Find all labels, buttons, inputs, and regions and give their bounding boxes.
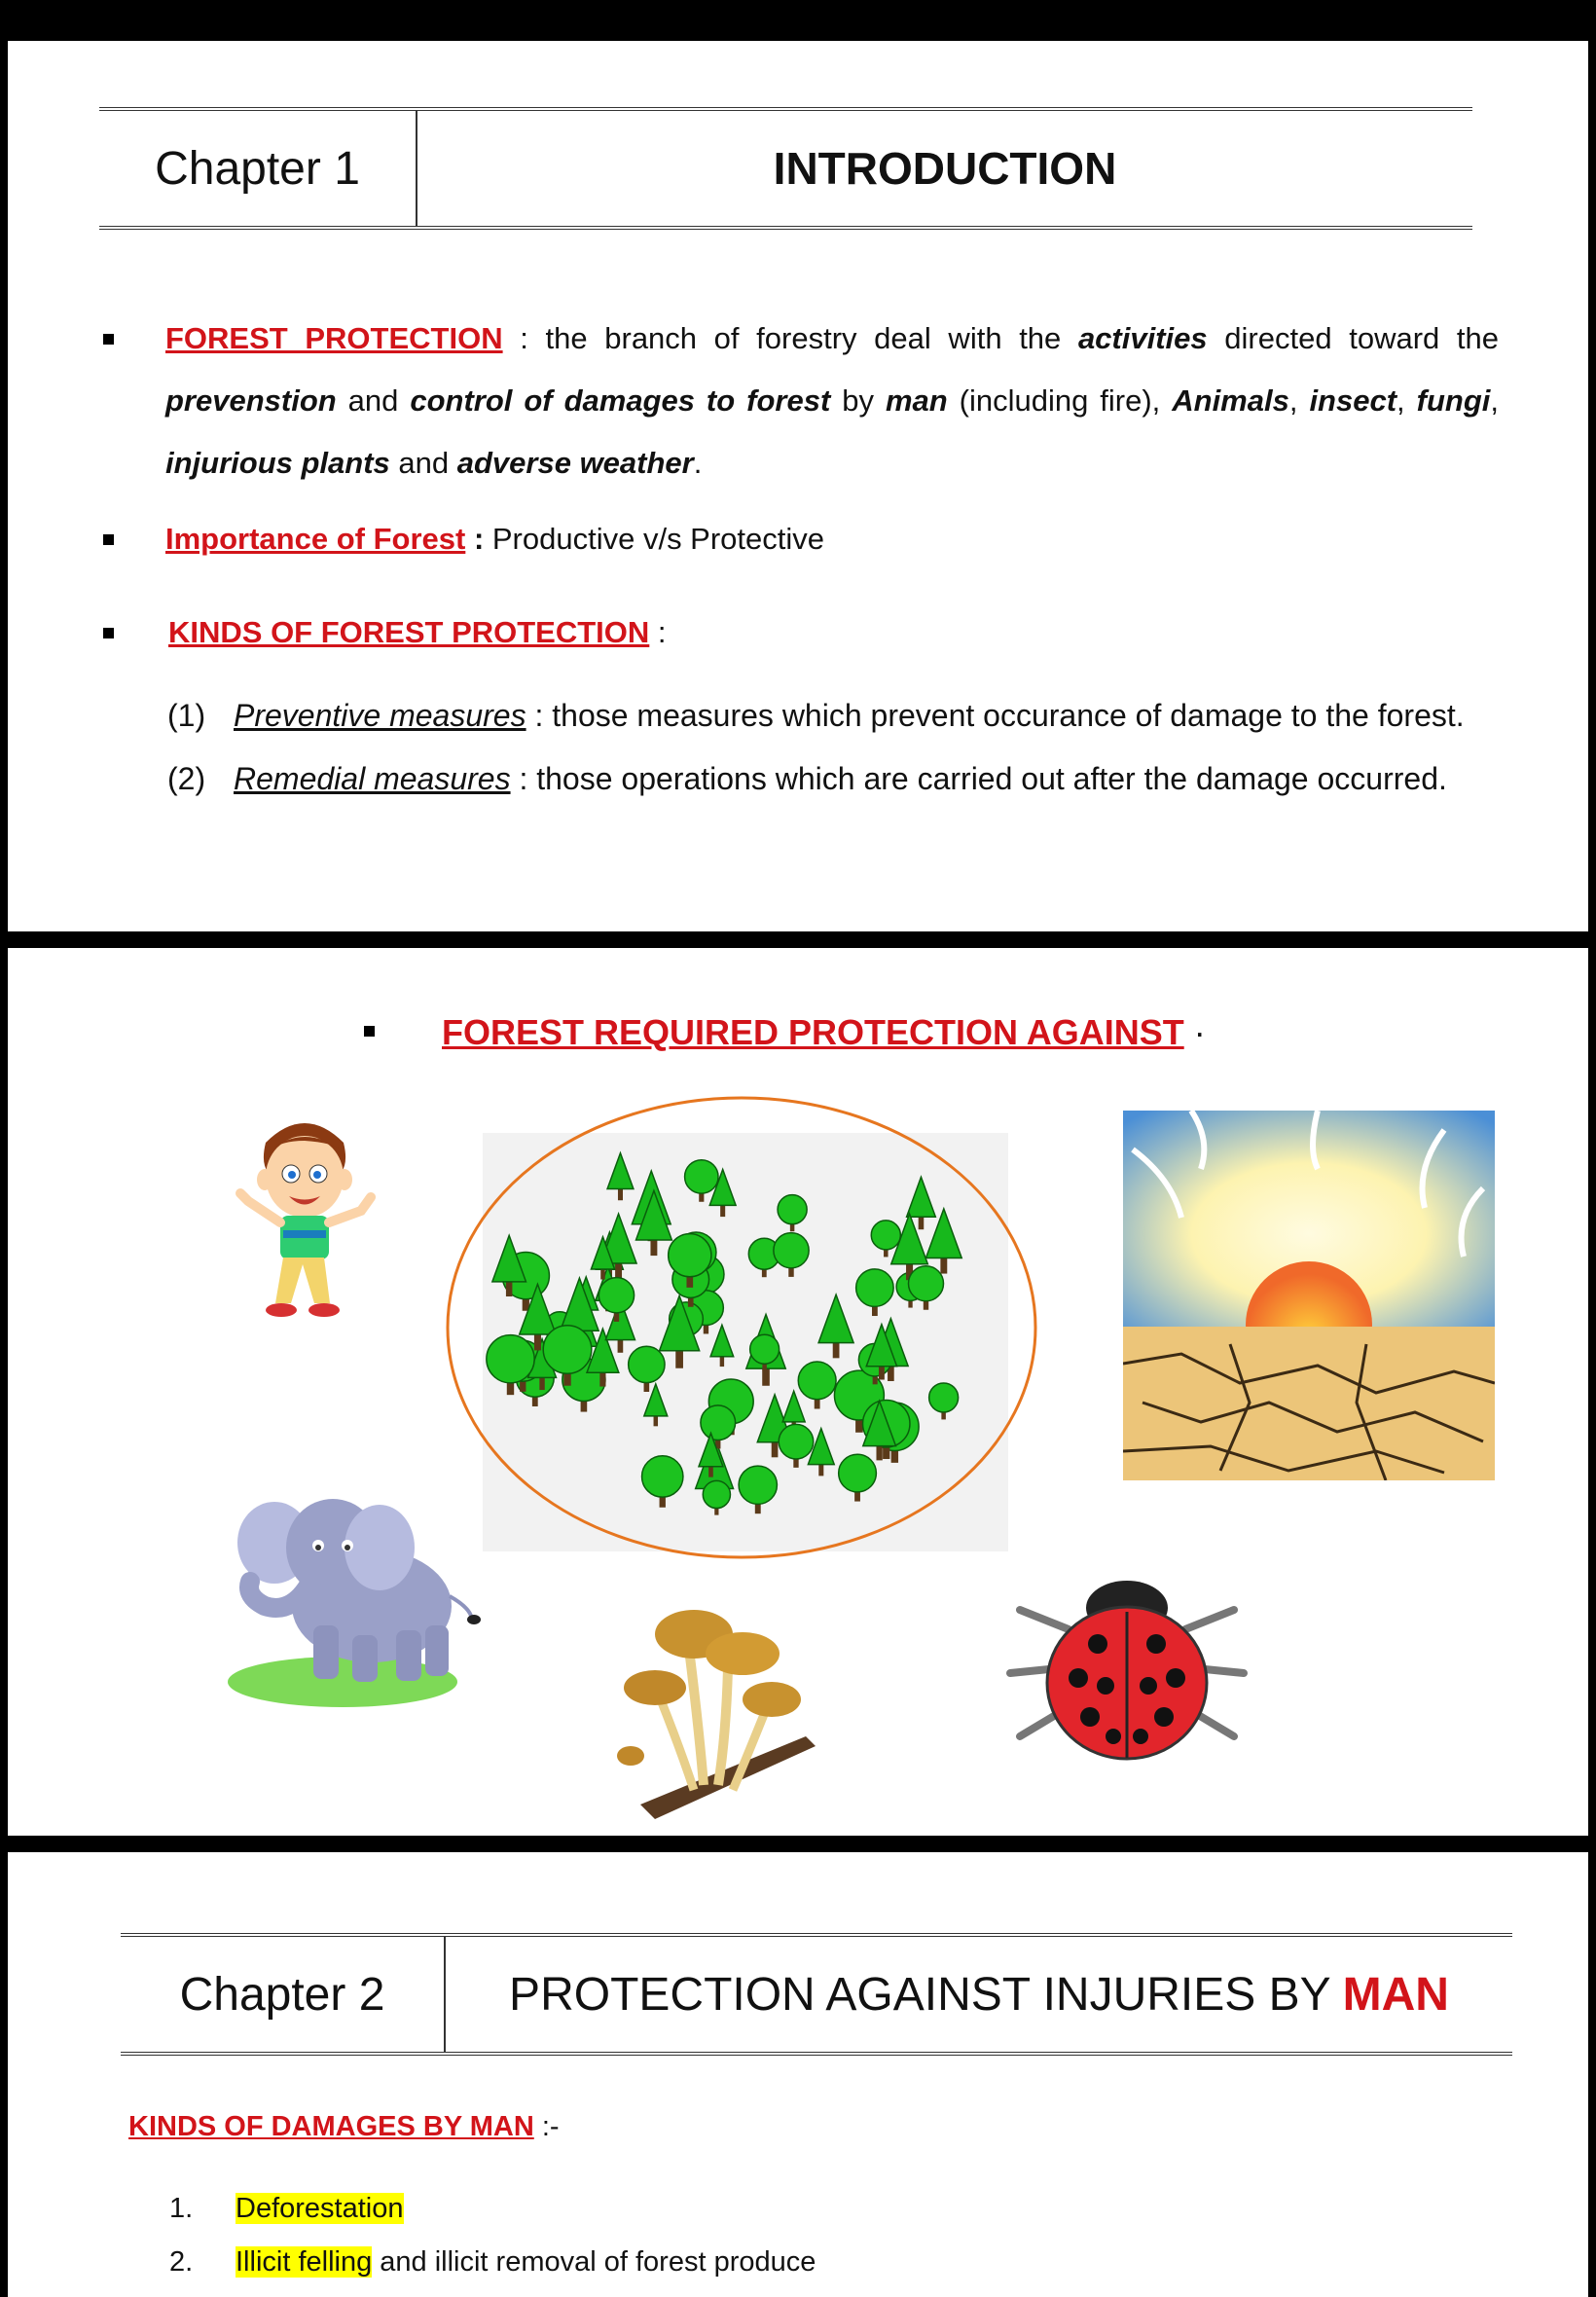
emph: insect: [1309, 383, 1397, 418]
emph: man: [885, 383, 948, 418]
chapter-1-header: [99, 107, 1472, 230]
forest-trees-illustration: [442, 1094, 1045, 1571]
bullet-icon: [103, 334, 114, 345]
emph: prevenstion: [165, 383, 337, 418]
emph: Animals: [1172, 383, 1289, 418]
boy-illustration: [227, 1104, 382, 1328]
tree-icon: [839, 1454, 877, 1501]
text: and: [389, 446, 457, 480]
measure-term: Remedial measures: [234, 761, 511, 796]
damage-item-2: [169, 2246, 816, 2279]
damage-item-1: [169, 2193, 404, 2225]
text: by: [830, 383, 886, 418]
emph: fungi: [1416, 383, 1491, 418]
ladybug-illustration: [1000, 1571, 1253, 1766]
text: and: [336, 383, 411, 418]
paragraph-kinds: [168, 602, 667, 664]
chapter-label: Chapter 2: [121, 1937, 446, 2052]
highlighted-term: Deforestation: [236, 2193, 404, 2224]
text: directed toward the: [1207, 321, 1499, 355]
chapter-label: Chapter 1: [99, 111, 417, 226]
tree-icon: [710, 1325, 734, 1367]
measure-text: : those operations which are carried out after the damage occurred.: [510, 761, 1447, 796]
chapter-title: [446, 1937, 1512, 2052]
paragraph-importance: [165, 508, 824, 570]
emph: control of damages to forest: [410, 383, 831, 418]
term-forest-protection: FOREST PROTECTION: [165, 321, 503, 355]
term-kinds-of-damages: KINDS OF DAMAGES BY MAN: [128, 2111, 534, 2142]
page-2: [8, 948, 1588, 1836]
title-text: PROTECTION AGAINST INJURIES BY: [509, 1968, 1331, 2021]
page-3: [8, 1852, 1588, 2297]
protection-heading: [442, 1002, 1206, 1064]
tree-icon: [929, 1383, 959, 1419]
tree-icon: [925, 1209, 961, 1274]
item-text: and illicit removal of forest produce: [372, 2246, 816, 2278]
tree-icon: [701, 1405, 736, 1449]
text: .: [693, 446, 703, 480]
text: : the branch of forestry deal with the: [502, 321, 1078, 355]
paragraph-forest-protection: [165, 308, 1499, 494]
bullet-icon: [103, 628, 114, 638]
list-number: 1.: [169, 2193, 194, 2224]
colon: :: [465, 522, 485, 556]
tree-icon: [774, 1233, 809, 1277]
tree-icon: [856, 1269, 894, 1316]
list-number: 2.: [169, 2246, 194, 2278]
emph: activities: [1077, 321, 1208, 355]
heading-text: FOREST REQUIRED PROTECTION AGAINST: [442, 1012, 1184, 1052]
page-1: [8, 41, 1588, 931]
paragraph-line-2: [165, 370, 1499, 432]
text: (including fire),: [947, 383, 1173, 418]
heading-suffix: ·: [1183, 1012, 1206, 1052]
tree-icon: [818, 1294, 853, 1358]
chapter-2-header: [121, 1933, 1512, 2056]
tree-icon: [739, 1466, 777, 1513]
term-importance-of-forest: Importance of Forest: [165, 522, 466, 556]
tree-icon: [778, 1195, 807, 1232]
text: ,: [1288, 383, 1310, 418]
drought-sun-illustration: [1123, 1111, 1495, 1480]
bullet-icon: [103, 534, 114, 545]
tree-icon: [703, 1480, 730, 1514]
measure-term: Preventive measures: [234, 698, 526, 733]
term-kinds-of-forest-protection: KINDS OF FOREST PROTECTION: [168, 615, 650, 649]
tree-icon: [779, 1424, 814, 1467]
tree-icon: [908, 1266, 943, 1310]
paragraph-line-3: [165, 446, 702, 480]
elephant-illustration: [216, 1489, 489, 1713]
colon: :: [649, 615, 667, 649]
text: Productive v/s Protective: [484, 522, 825, 556]
list-number: (1): [167, 698, 206, 733]
bullet-icon: [364, 1026, 375, 1037]
tree-icon: [798, 1362, 836, 1409]
highlighted-term: Illicit felling: [236, 2246, 373, 2278]
list-number: (2): [167, 761, 206, 796]
text: ,: [1490, 383, 1499, 418]
chapter-title: INTRODUCTION: [773, 143, 1117, 194]
tree-icon: [598, 1278, 634, 1322]
measure-item-2: [167, 761, 1447, 797]
title-emphasis: MAN: [1342, 1968, 1449, 2021]
measure-item-1: [167, 698, 1465, 734]
paragraph-line-1: [165, 308, 1499, 370]
mushrooms-illustration: [611, 1590, 825, 1824]
suffix: :-: [533, 2111, 560, 2142]
emph: injurious plants: [165, 446, 390, 480]
text: ,: [1396, 383, 1417, 418]
tree-icon: [642, 1456, 683, 1508]
kinds-of-damages-heading: [128, 2096, 560, 2158]
tree-icon: [607, 1153, 634, 1201]
measure-text: : those measures which prevent occurance of damage to the forest.: [526, 698, 1465, 733]
tree-icon: [629, 1346, 665, 1392]
emph: adverse weather: [456, 446, 694, 480]
